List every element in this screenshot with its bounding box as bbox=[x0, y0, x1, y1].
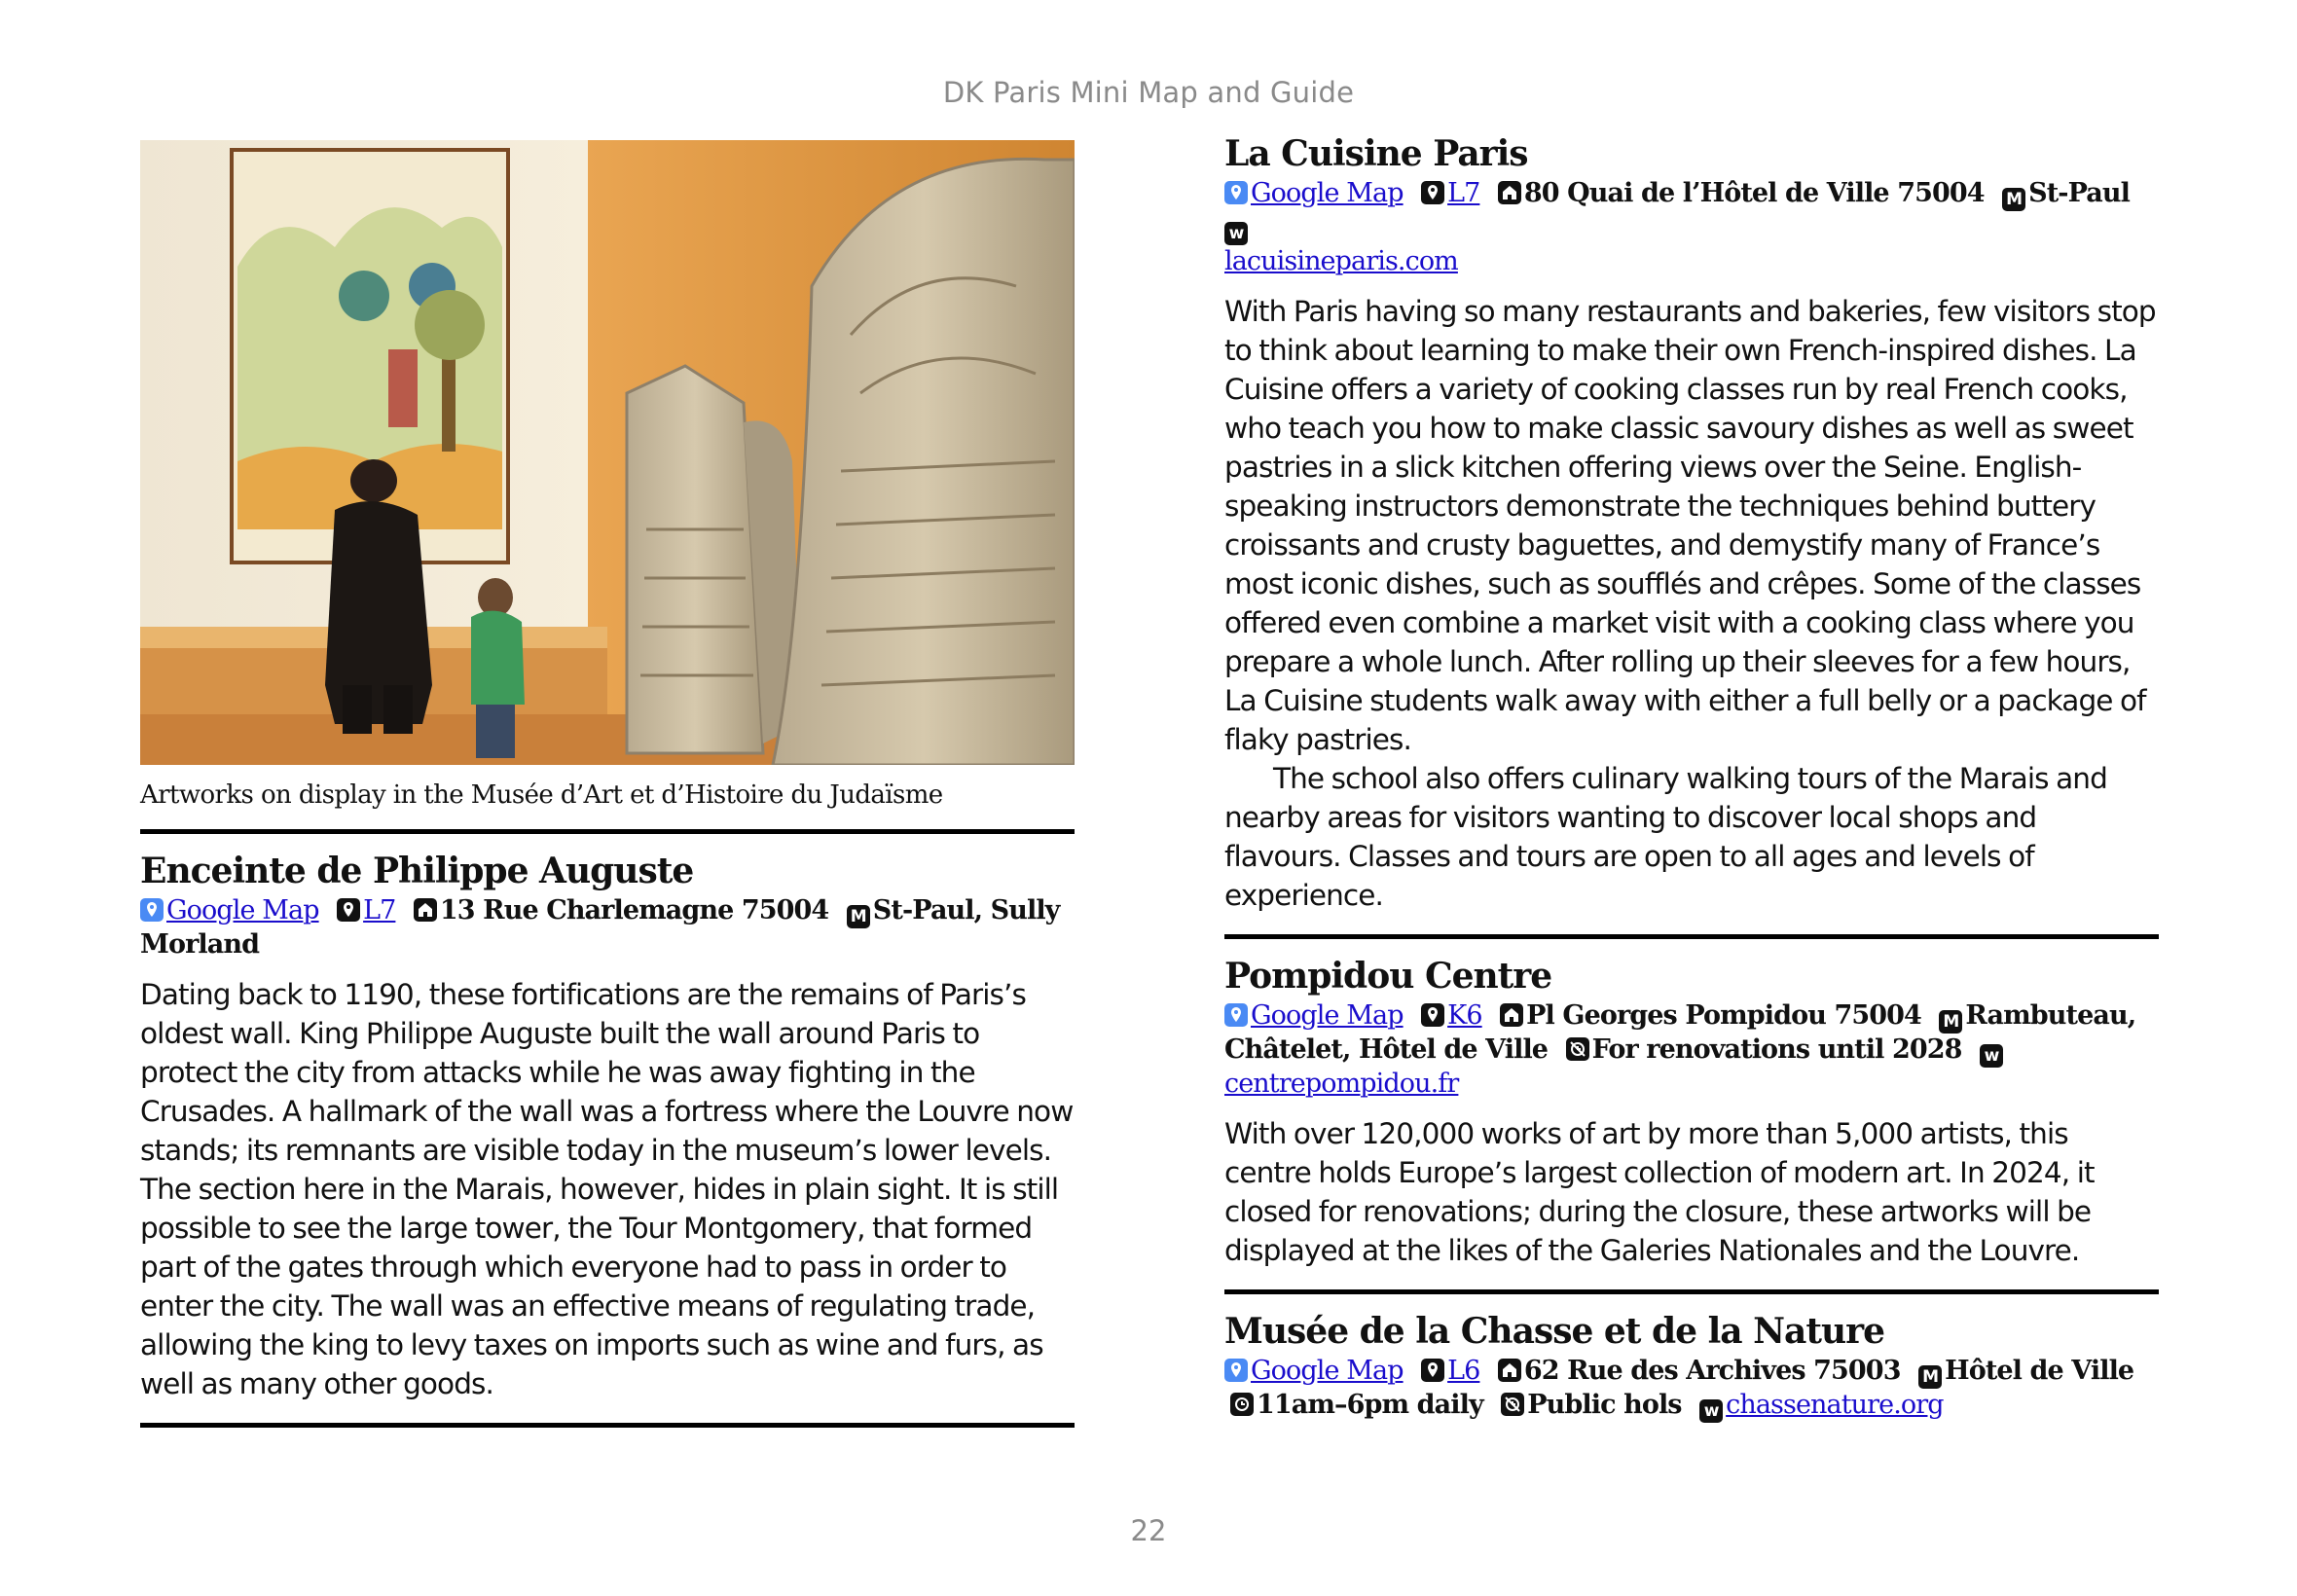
clock-icon bbox=[1230, 1393, 1254, 1416]
address: Pl Georges Pompidou 75004 bbox=[1526, 1000, 1921, 1031]
entry-meta bbox=[1224, 999, 2159, 1101]
entry-meta bbox=[1224, 1355, 2159, 1423]
map-ref-link[interactable]: K6 bbox=[1447, 1000, 1482, 1031]
website-link[interactable]: lacuisineparis.com bbox=[1224, 246, 1458, 276]
metro-icon: M bbox=[1918, 1365, 1942, 1389]
website-icon: w bbox=[1699, 1399, 1723, 1423]
section-divider bbox=[1224, 934, 2159, 939]
opening-hours: 11am–6pm daily bbox=[1257, 1390, 1483, 1420]
google-map-link[interactable]: Google Map bbox=[1251, 1356, 1404, 1386]
closed-clock-icon bbox=[1501, 1393, 1524, 1416]
website-link[interactable]: chassenature.org bbox=[1726, 1390, 1944, 1420]
address: 13 Rue Charlemagne 75004 bbox=[439, 895, 829, 925]
closed-clock-icon bbox=[1566, 1037, 1589, 1061]
map-ref-link[interactable]: L7 bbox=[1447, 178, 1480, 208]
entry-enceinte bbox=[140, 852, 1075, 1428]
address: 80 Quai de l’Hôtel de Ville 75004 bbox=[1523, 178, 1985, 208]
google-map-link[interactable]: Google Map bbox=[1251, 1000, 1404, 1031]
section-divider bbox=[140, 1423, 1075, 1428]
photo-caption: Artworks on display in the Musée d’Art et d’Histoire du Judaïsme bbox=[140, 780, 943, 810]
metro-stations: Hôtel de Ville bbox=[1945, 1356, 2134, 1386]
address: 62 Rue des Archives 75003 bbox=[1523, 1356, 1901, 1386]
museum-photo-illustration bbox=[140, 140, 1075, 765]
map-ref-link[interactable]: L6 bbox=[1447, 1356, 1480, 1386]
entry-description bbox=[1224, 1114, 2159, 1270]
house-icon bbox=[414, 898, 437, 922]
metro-stations: Rambuteau, Châtelet, Hôtel de Ville bbox=[1224, 1000, 2136, 1065]
paragraph: The school also offers culinary walking tours of the Marais and nearby areas for visitors wanting to discover local shops and flavours. Classes and tours are open to all ages and levels of experience. bbox=[1224, 762, 2107, 912]
house-icon bbox=[1498, 1359, 1521, 1382]
map-ref-link[interactable]: L7 bbox=[363, 895, 396, 925]
entry-description bbox=[140, 975, 1075, 1403]
entry-title: La Cuisine Paris bbox=[1224, 133, 1528, 174]
location-pin-icon bbox=[1421, 1003, 1444, 1027]
section-divider bbox=[1224, 1289, 2159, 1294]
house-icon bbox=[1500, 1003, 1523, 1027]
paragraph: With over 120,000 works of art by more than 5,000 artists, this centre holds Europe’s largest collection of modern art. In 2024, it closed for renovations; during the closure, these artworks will be displayed at the likes of the Galeries Nationales and the Louvre. bbox=[1224, 1117, 2095, 1267]
entry-title: Pompidou Centre bbox=[1224, 956, 1552, 997]
location-pin-icon bbox=[1421, 1359, 1444, 1382]
map-pin-icon bbox=[1224, 1359, 1248, 1382]
map-pin-icon bbox=[1224, 181, 1248, 204]
google-map-link[interactable]: Google Map bbox=[1251, 178, 1404, 208]
entry-pompidou bbox=[1224, 957, 2159, 1294]
map-pin-icon bbox=[1224, 1003, 1248, 1027]
museum-photo bbox=[140, 140, 1075, 765]
entry-musee-chasse bbox=[1224, 1312, 2159, 1423]
paragraph: With Paris having so many restaurants and bakeries, few visitors stop to think about learning to make their own French-inspired dishes. La Cuisine offers a variety of cooking classes run by real French cooks, who teach you how to make classic savoury dishes as well as sweet pastries in a slick kitchen offering views over the Seine. English-speaking instructors demonstrate the techniques behind buttery croissants and crusty baguettes, and demystify many of France’s most iconic dishes, such as soufflés and crêpes. Some of the classes offered even combine a market visit with a cooking class where you prepare a whole lunch. After rolling up their sleeves for a few hours, La Cuisine students walk away with either a full belly or a package of flaky pastries. bbox=[1224, 295, 2156, 756]
closed-info: Public hols bbox=[1527, 1390, 1682, 1420]
house-icon bbox=[1498, 181, 1521, 204]
book-title: DK Paris Mini Map and Guide bbox=[942, 76, 1355, 109]
metro-icon: M bbox=[1939, 1010, 1962, 1034]
website-icon: w bbox=[1980, 1044, 2003, 1068]
website-icon: w bbox=[1224, 222, 1248, 245]
metro-stations: St-Paul, Sully Morland bbox=[140, 895, 1060, 960]
left-column bbox=[140, 140, 1075, 1428]
location-pin-icon bbox=[1421, 181, 1444, 204]
metro-icon: M bbox=[2002, 188, 2025, 211]
website-link[interactable]: centrepompidou.fr bbox=[1224, 1069, 1459, 1099]
right-column bbox=[1224, 134, 2159, 1423]
location-pin-icon bbox=[337, 898, 360, 922]
paragraph: Dating back to 1190, these fortifications are the remains of Paris’s oldest wall. King Philippe Auguste built the wall around Paris to protect the city from attacks while he was away fighting in the Crusades. A hallmark of the wall was a fortress where the Louvre now stands; its remnants are visible today in the museum’s lower levels. The section here in the Marais, however, hides in plain sight. It is still possible to see the large tower, the Tour Montgomery, that formed part of the gates through which everyone had to pass in order to enter the city. The wall was an effective means of regulating trade, allowing the king to levy taxes on imports such as wine and furs, as well as many other goods. bbox=[140, 978, 1074, 1400]
entry-title: Musée de la Chasse et de la Nature bbox=[1224, 1311, 1885, 1352]
entry-meta bbox=[140, 894, 1075, 961]
google-map-link[interactable]: Google Map bbox=[166, 895, 319, 925]
map-pin-icon bbox=[140, 898, 164, 922]
closed-info: For renovations until 2028 bbox=[1591, 1034, 1962, 1065]
entry-title: Enceinte de Philippe Auguste bbox=[140, 851, 694, 891]
section-divider bbox=[140, 829, 1075, 834]
page-number: 22 bbox=[1130, 1514, 1167, 1547]
metro-icon: M bbox=[847, 905, 870, 928]
entry-description bbox=[1224, 292, 2159, 915]
entry-meta bbox=[1224, 177, 2159, 278]
entry-la-cuisine bbox=[1224, 134, 2159, 939]
metro-stations: St-Paul bbox=[2028, 178, 2130, 208]
